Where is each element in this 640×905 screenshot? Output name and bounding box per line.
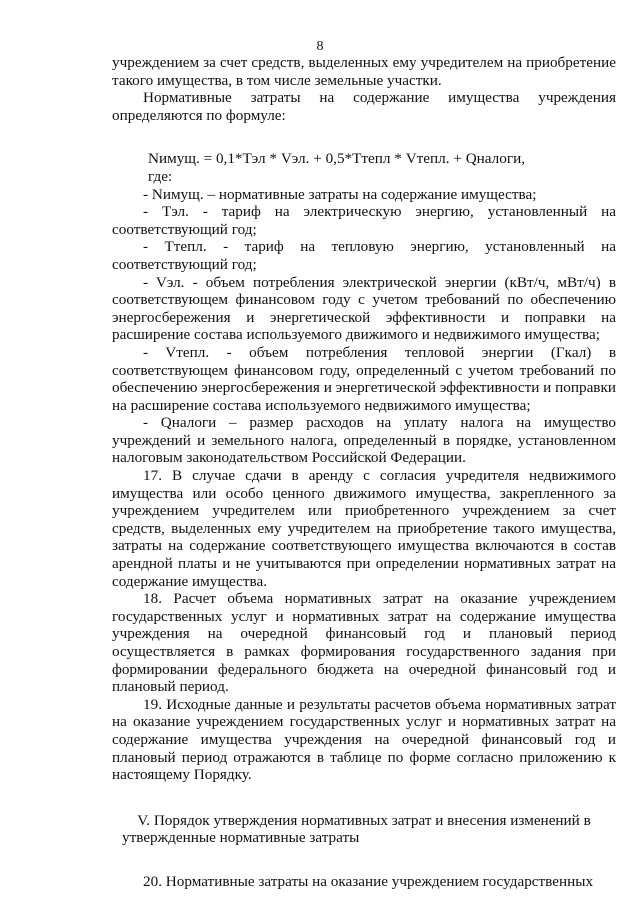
paragraph-formula-intro: Нормативные затраты на содержание имущества учреждения определяются по формуле: [112, 89, 616, 124]
item-17: 17. В случае сдачи в аренду с согласия учредителя недвижимого имущества или особо ценного движимого имущества, закрепленного за учреждением учредителем или приобретенного учреждением за счет средств, выделенных ему учредителем на приобретение такого имущества, затраты на содержание соответствующего имущества включаются в состав арендной платы и не учитываются при определении нормативных затрат на содержание имущества. [112, 467, 616, 590]
formula: Nимущ. = 0,1*Тэл * Vэл. + 0,5*Ттепл * Vтепл. + Qналоги, [148, 150, 525, 168]
definition-n-imushch: - Nимущ. – нормативные затраты на содержание имущества; [143, 185, 537, 203]
section-heading: V. Порядок утверждения нормативных затрат и внесения изменений в утвержденные нормативные затраты [122, 811, 591, 847]
spacer [112, 847, 616, 873]
item-20: 20. Нормативные затраты на оказание учреждением государственных [143, 872, 594, 890]
definition-t-el: - Тэл. - тариф на электрическую энергию, установленный на соответствующий год; [112, 203, 616, 238]
paragraph-continuation: учреждением за счет средств, выделенных ему учредителем на приобретение такого имущества, в том числе земельные участки. [112, 54, 616, 89]
definition-q-nalogi: - Qналоги – размер расходов на уплату налога на имущество учреждений и земельного налога, определенный в порядке, установленном налоговым законодательством Российской Федерации. [112, 414, 616, 467]
page-number: 8 [316, 39, 324, 54]
definition-v-el: - Vэл. - объем потребления электрической энергии (кВт/ч, мВт/ч) в соответствующем финансовом году с учетом требований по обеспечению энергосбережения и энергетической эффективности и поправки на расширение состава используемого движимого и недвижимого имущества; [112, 273, 616, 344]
definition-t-tepl: - Ттепл. - тариф на тепловую энергию, установленный на соответствующий год; [112, 238, 616, 273]
item-19: 19. Исходные данные и результаты расчетов объема нормативных затрат на оказание учреждением государственных услуг и нормативных затрат на содержание имущества учреждения на очередной финансовый год и плановый период отражаются в таблице по форме согласно приложению к настоящему Порядку. [112, 695, 616, 784]
definition-v-tepl: - Vтепл. - объем потребления тепловой энергии (Гкал) в соответствующем финансовом году, определенный с учетом требований по обеспечению энергосбережения и энергетической эффективности и поправки на расширение состава используемого недвижимого имущества; [112, 343, 616, 414]
formula-where: где: [148, 167, 173, 185]
document-body [112, 54, 616, 891]
item-18: 18. Расчет объема нормативных затрат на оказание учреждением государственных услуг и нормативных затрат на содержание имущества учреждения на очередной финансовый год и плановый период осуществляется в рамках формирования государственного задания при формировании федерального бюджета на очередной финансовый год и плановый период. [112, 590, 616, 696]
